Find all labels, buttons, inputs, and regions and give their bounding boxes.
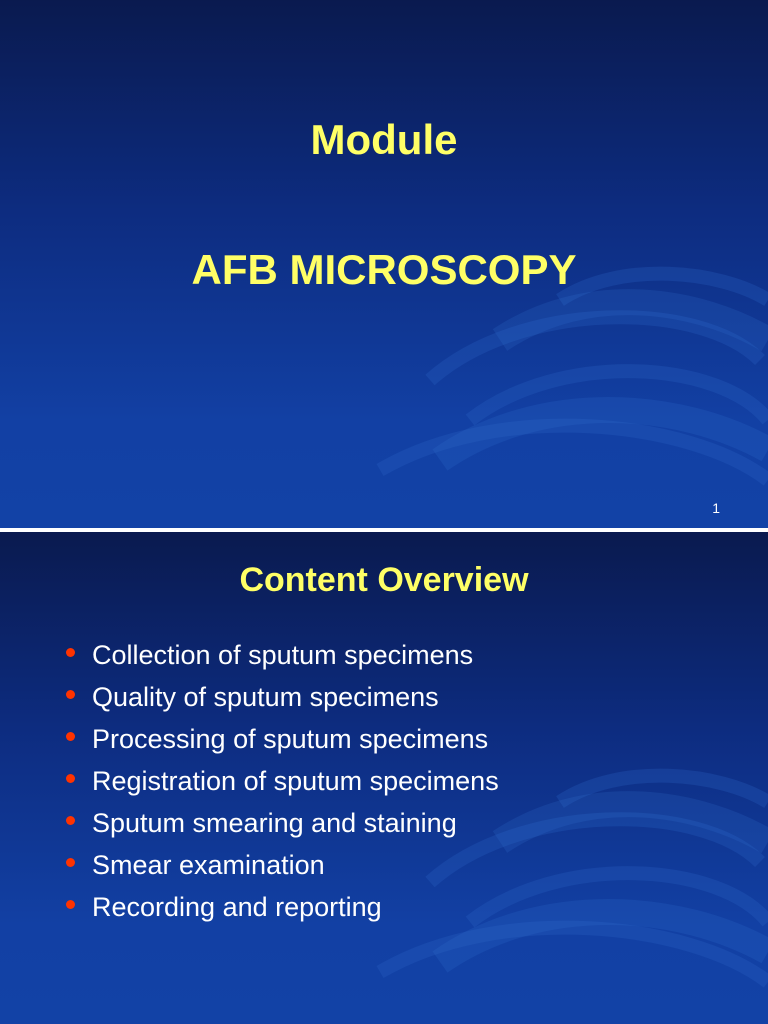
overview-bullet-list <box>66 634 499 928</box>
bullet-item <box>66 844 499 886</box>
bullet-item <box>66 802 499 844</box>
bullet-text: Smear examination <box>92 850 325 880</box>
bullet-dot-icon <box>66 690 75 699</box>
content-overview-title: Content Overview <box>239 561 529 599</box>
bullet-item <box>66 634 499 676</box>
slide-2 <box>0 532 768 1024</box>
bullet-dot-icon <box>66 816 75 825</box>
bullet-item <box>66 886 499 928</box>
bullet-dot-icon <box>66 900 75 909</box>
bullet-text: Processing of sputum specimens <box>92 724 489 754</box>
bullet-text: Sputum smearing and staining <box>92 808 457 838</box>
bullet-item <box>66 760 499 802</box>
module-title: Module <box>310 116 458 163</box>
module-subtitle: AFB MICROSCOPY <box>191 246 577 293</box>
slide-number: 1 <box>712 500 720 516</box>
bullet-text: Recording and reporting <box>92 892 382 922</box>
bullet-item <box>66 718 499 760</box>
bullet-text: Quality of sputum specimens <box>92 682 439 712</box>
bullet-text: Collection of sputum specimens <box>92 640 474 670</box>
bullet-dot-icon <box>66 858 75 867</box>
bullet-dot-icon <box>66 774 75 783</box>
bullet-text: Registration of sputum specimens <box>92 766 499 796</box>
bullet-dot-icon <box>66 648 75 657</box>
bullet-item <box>66 676 499 718</box>
bullet-dot-icon <box>66 732 75 741</box>
